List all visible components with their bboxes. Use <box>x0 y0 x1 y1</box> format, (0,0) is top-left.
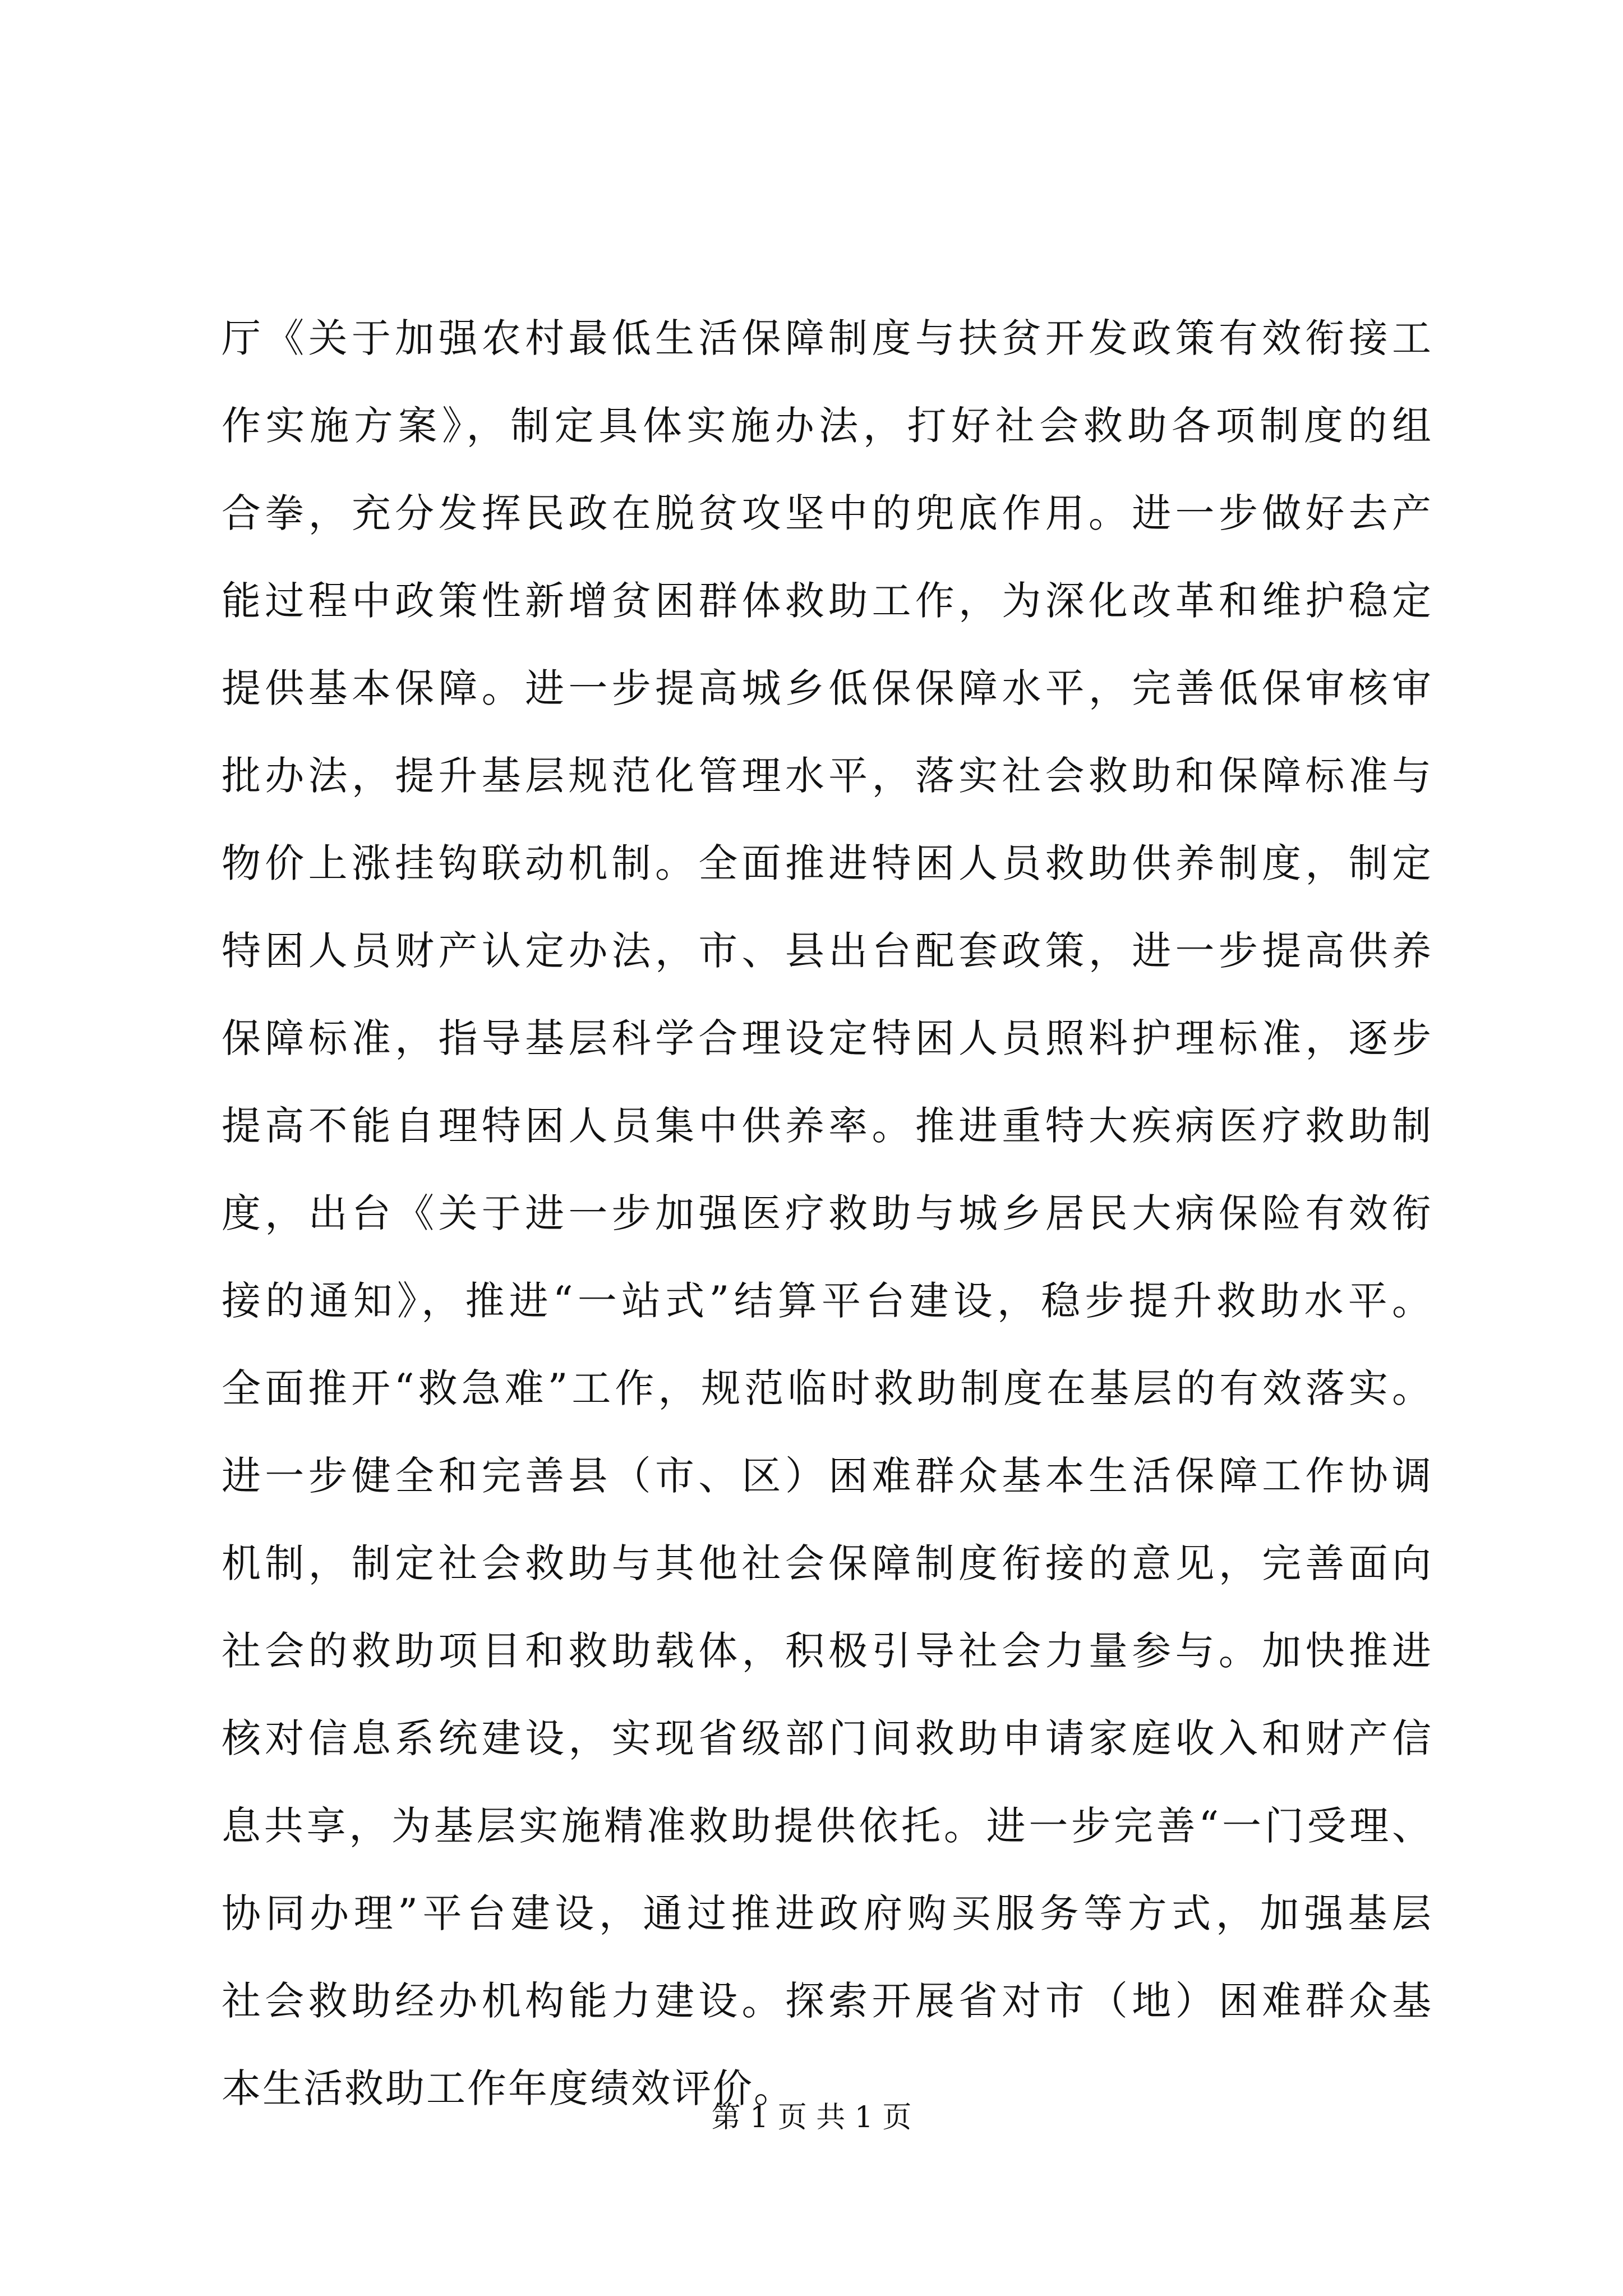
text-line-3: 合拳，充分发挥民政在脱贫攻坚中的兜底作用。进一步做好去产 <box>222 490 1433 536</box>
text-line-6: 批办法，提升基层规范化管理水平，落实社会救助和保障标准与 <box>222 753 1433 799</box>
text-line-18: 息共享，为基层实施精准救助提供依托。进一步完善“一门受理、 <box>222 1803 1433 1849</box>
text-line-12: 接的通知》，推进“一站式”结算平台建设，稳步提升救助水平。 <box>222 1278 1433 1324</box>
text-line-19: 协同办理”平台建设，通过推进政府购买服务等方式，加强基层 <box>222 1890 1433 1936</box>
text-line-20: 社会救助经办机构能力建设。探索开展省对市（地）困难群众基 <box>222 1978 1433 2024</box>
text-line-8: 特困人员财产认定办法，市、县出台配套政策，进一步提高供养 <box>222 928 1433 974</box>
text-line-5: 提供基本保障。进一步提高城乡低保保障水平，完善低保审核审 <box>222 665 1433 711</box>
text-line-11: 度，出台《关于进一步加强医疗救助与城乡居民大病保险有效衔 <box>222 1190 1433 1236</box>
text-line-14: 进一步健全和完善县（市、区）困难群众基本生活保障工作协调 <box>222 1453 1433 1499</box>
text-line-4: 能过程中政策性新增贫困群体救助工作，为深化改革和维护稳定 <box>222 578 1433 624</box>
body-paragraph <box>222 295 1433 2132</box>
text-line-10: 提高不能自理特困人员集中供养率。推进重特大疾病医疗救助制 <box>222 1103 1433 1149</box>
page-footer <box>0 2098 1623 2137</box>
text-line-17: 核对信息系统建设，实现省级部门间救助申请家庭收入和财产信 <box>222 1715 1433 1761</box>
text-line-21: 本生活救助工作年度绩效评价。 <box>222 2065 795 2111</box>
text-line-7: 物价上涨挂钩联动机制。全面推进特困人员救助供养制度，制定 <box>222 840 1433 886</box>
text-line-13: 全面推开“救急难”工作，规范临时救助制度在基层的有效落实。 <box>222 1365 1433 1411</box>
text-line-15: 机制，制定社会救助与其他社会保障制度衔接的意见，完善面向 <box>222 1540 1433 1586</box>
text-line-2: 作实施方案》，制定具体实施办法，打好社会救助各项制度的组 <box>222 403 1433 449</box>
page-number-label: 第 1 页 共 1 页 <box>711 2101 912 2134</box>
text-line-1: 厅《关于加强农村最低生活保障制度与扶贫开发政策有效衔接工 <box>222 315 1433 361</box>
text-line-16: 社会的救助项目和救助载体，积极引导社会力量参与。加快推进 <box>222 1628 1433 1674</box>
text-line-9: 保障标准，指导基层科学合理设定特困人员照料护理标准，逐步 <box>222 1015 1433 1061</box>
